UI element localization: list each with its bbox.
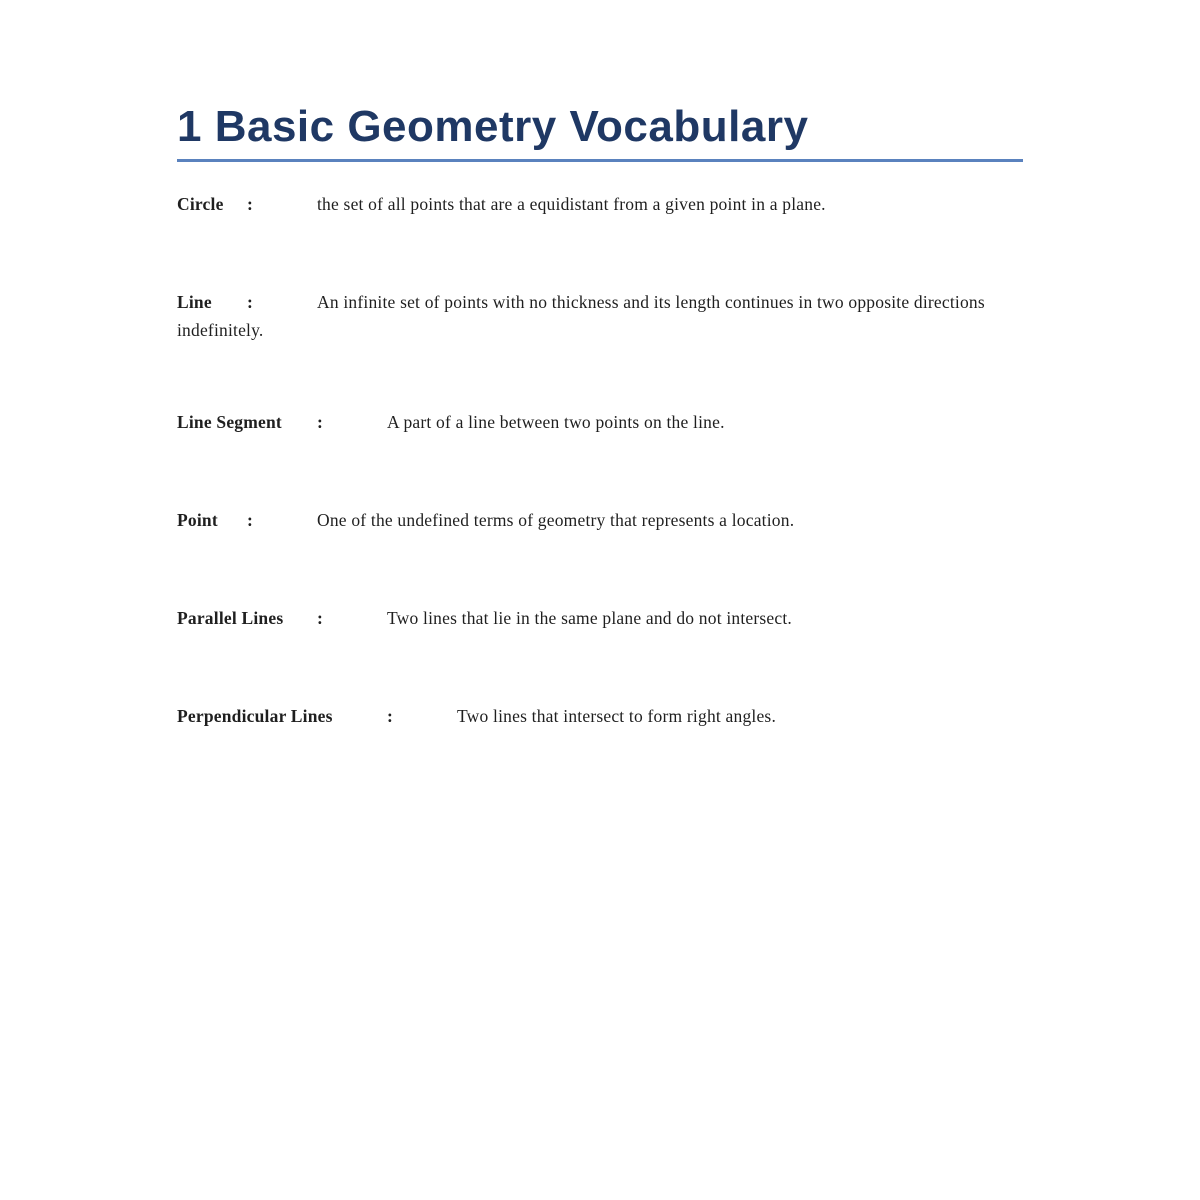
term-definition: Two lines that intersect to form right angles.	[457, 706, 777, 726]
term-label: Line	[177, 292, 212, 312]
term-label: Line Segment	[177, 412, 282, 432]
term-definition: One of the undefined terms of geometry that represents a location.	[317, 510, 795, 530]
term-label: Perpendicular Lines	[177, 706, 333, 726]
vocab-entry-line	[177, 288, 1007, 344]
page-title: 1 Basic Geometry Vocabulary	[177, 104, 1023, 162]
vocab-entry-line-segment	[177, 408, 1007, 436]
vocab-entry-perpendicular-lines	[177, 702, 1007, 730]
term-definition: A part of a line between two points on the line.	[387, 412, 725, 432]
vocabulary-list	[177, 190, 1007, 730]
vocab-entry-circle	[177, 190, 1007, 218]
term-colon: :	[387, 706, 394, 726]
term-colon: :	[247, 510, 254, 530]
term-label: Parallel Lines	[177, 608, 284, 628]
term-label: Point	[177, 510, 218, 530]
term-colon: :	[247, 194, 254, 214]
vocab-entry-parallel-lines	[177, 604, 1007, 632]
document-content	[177, 104, 1023, 800]
term-colon: :	[247, 292, 254, 312]
term-colon: :	[317, 608, 324, 628]
term-definition: Two lines that lie in the same plane and do not intersect.	[387, 608, 792, 628]
term-definition: An infinite set of points with no thickness and its length continues in two opposite directions indefinitely.	[177, 292, 985, 340]
term-label: Circle	[177, 194, 224, 214]
term-colon: :	[317, 412, 324, 432]
vocab-entry-point	[177, 506, 1007, 534]
term-definition: the set of all points that are a equidistant from a given point in a plane.	[317, 194, 826, 214]
